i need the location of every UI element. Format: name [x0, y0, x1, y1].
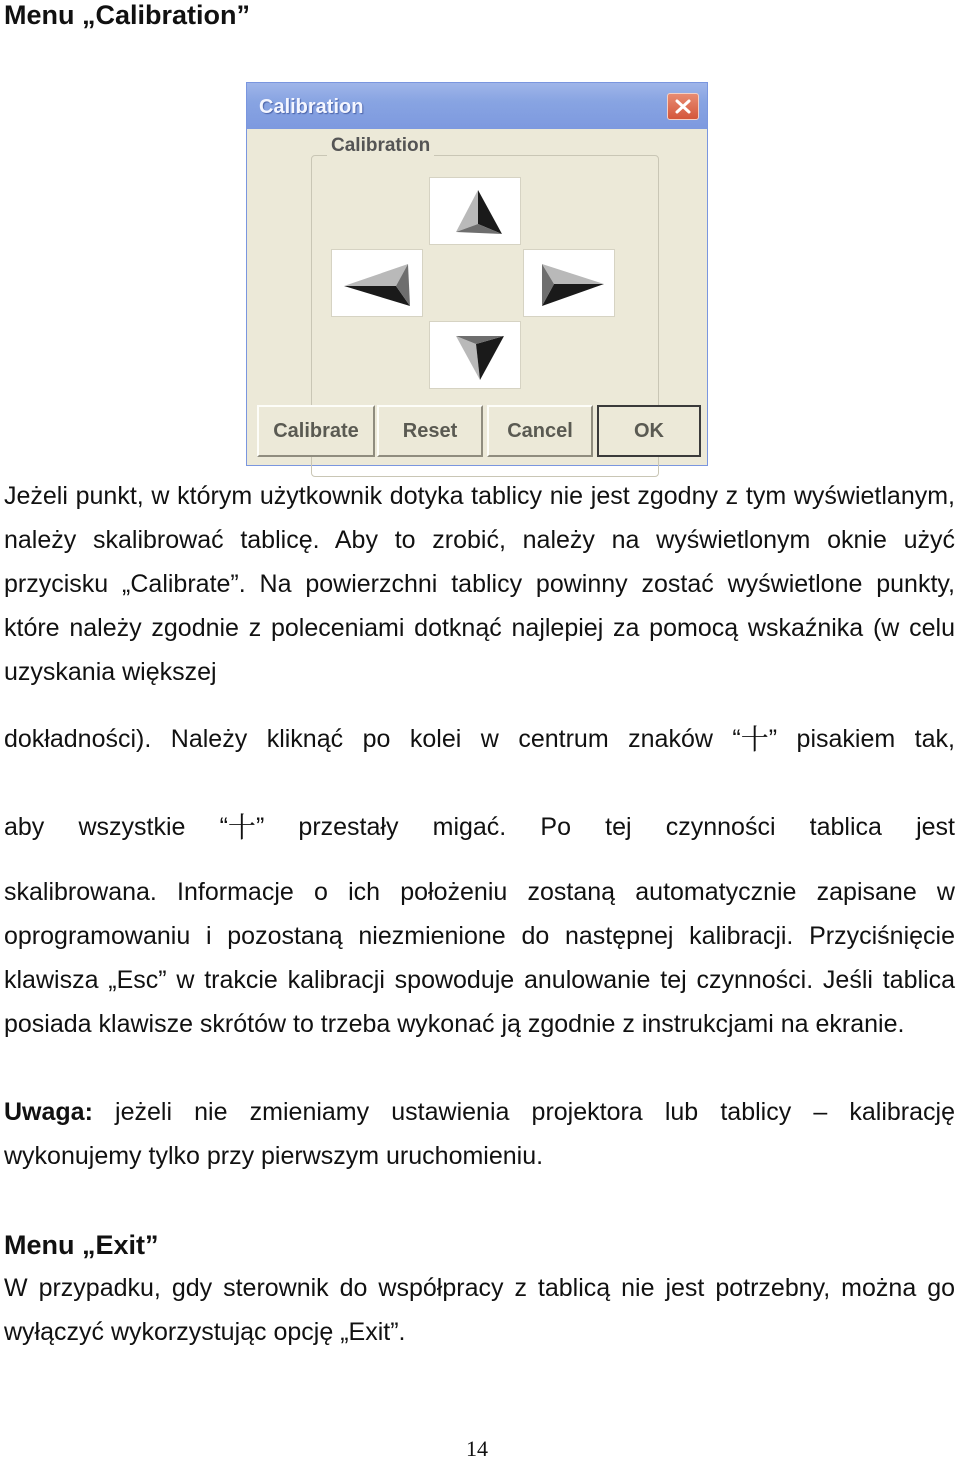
arrow-up-icon	[430, 178, 522, 246]
word: Po	[540, 813, 572, 841]
close-icon	[675, 99, 691, 114]
line-cross-instruction	[4, 723, 955, 757]
dialog-title: Calibration	[259, 96, 364, 118]
arrow-down-button[interactable]	[429, 321, 521, 389]
arrow-right-button[interactable]	[523, 249, 615, 317]
word: tablica	[809, 813, 882, 841]
arrow-left-button[interactable]	[331, 249, 423, 317]
note-paragraph	[4, 1090, 955, 1178]
cross-quote	[219, 811, 265, 845]
text-segment: dokładności). Należy kliknąć po kolei w centrum znaków “	[4, 725, 741, 753]
close-button[interactable]	[667, 93, 699, 120]
paragraph-calibration-result: skalibrowana. Informacje o ich położeniu zostaną automatycznie zapisane w oprogramowaniu i pozostaną niezmienione do następnej kalibracji. Przyciśnięcie klawisza „Esc” w trakcie kalibracji spowoduje anulowanie tej czynności. Jeśli tablica posiada klawisze skrótów to trzeba wykonać ją zgodnie z instrukcjami na ekranie.	[4, 878, 955, 1038]
dialog-titlebar[interactable]	[247, 83, 707, 129]
arrow-left-icon	[332, 250, 424, 318]
paragraph-calibration-intro: Jeżeli punkt, w którym użytkownik dotyka tablicy nie jest zgodny z tym wyświetlanym, należy skalibrować tablicę. Aby to zrobić, należy na wyświetlonym oknie użyć przycisku „Calibrate”. Na powierzchni tablicy powinny zostać wyświetlone punkty, które należy zgodnie z poleceniami dotknąć najlepiej za pomocą wskaźnika (w celu uzyskania większej	[4, 482, 955, 686]
ok-button[interactable]: OK	[597, 405, 701, 457]
quote-open: “	[219, 813, 228, 841]
note-label: Uwaga:	[4, 1098, 93, 1126]
word: wszystkie	[78, 813, 186, 841]
word: czynności	[665, 813, 776, 841]
note-text: jeżeli nie zmieniamy ustawienia projektora lub tablicy – kalibrację wykonujemy tylko przy pierwszym uruchomieniu.	[4, 1098, 955, 1170]
text-segment: ” pisakiem tak,	[768, 725, 955, 753]
reset-button[interactable]: Reset	[377, 405, 483, 457]
cross-symbol: 十	[740, 723, 769, 757]
word: tej	[605, 813, 632, 841]
cancel-button[interactable]: Cancel	[487, 405, 593, 457]
quote-close: ”	[255, 813, 265, 841]
page-number: 14	[466, 1436, 488, 1461]
heading-calibration: Menu „Calibration”	[4, 0, 251, 30]
word: przestały	[298, 813, 399, 841]
paragraph-exit: W przypadku, gdy sterownik do współpracy z tablicą nie jest potrzebny, można go wyłączyć wykorzystując opcję „Exit”.	[4, 1274, 955, 1346]
calibrate-button[interactable]: Calibrate	[257, 405, 375, 457]
line-stop-blinking	[4, 811, 955, 845]
heading-exit: Menu „Exit”	[4, 1230, 159, 1260]
arrow-right-icon	[524, 250, 616, 318]
arrow-up-button[interactable]	[429, 177, 521, 245]
cross-symbol: 十	[227, 811, 256, 845]
word: migać.	[432, 813, 507, 841]
word: aby	[4, 813, 45, 841]
calibration-dialog	[246, 82, 708, 466]
group-label: Calibration	[327, 135, 434, 157]
word: jest	[916, 813, 955, 841]
arrow-down-icon	[430, 322, 522, 390]
